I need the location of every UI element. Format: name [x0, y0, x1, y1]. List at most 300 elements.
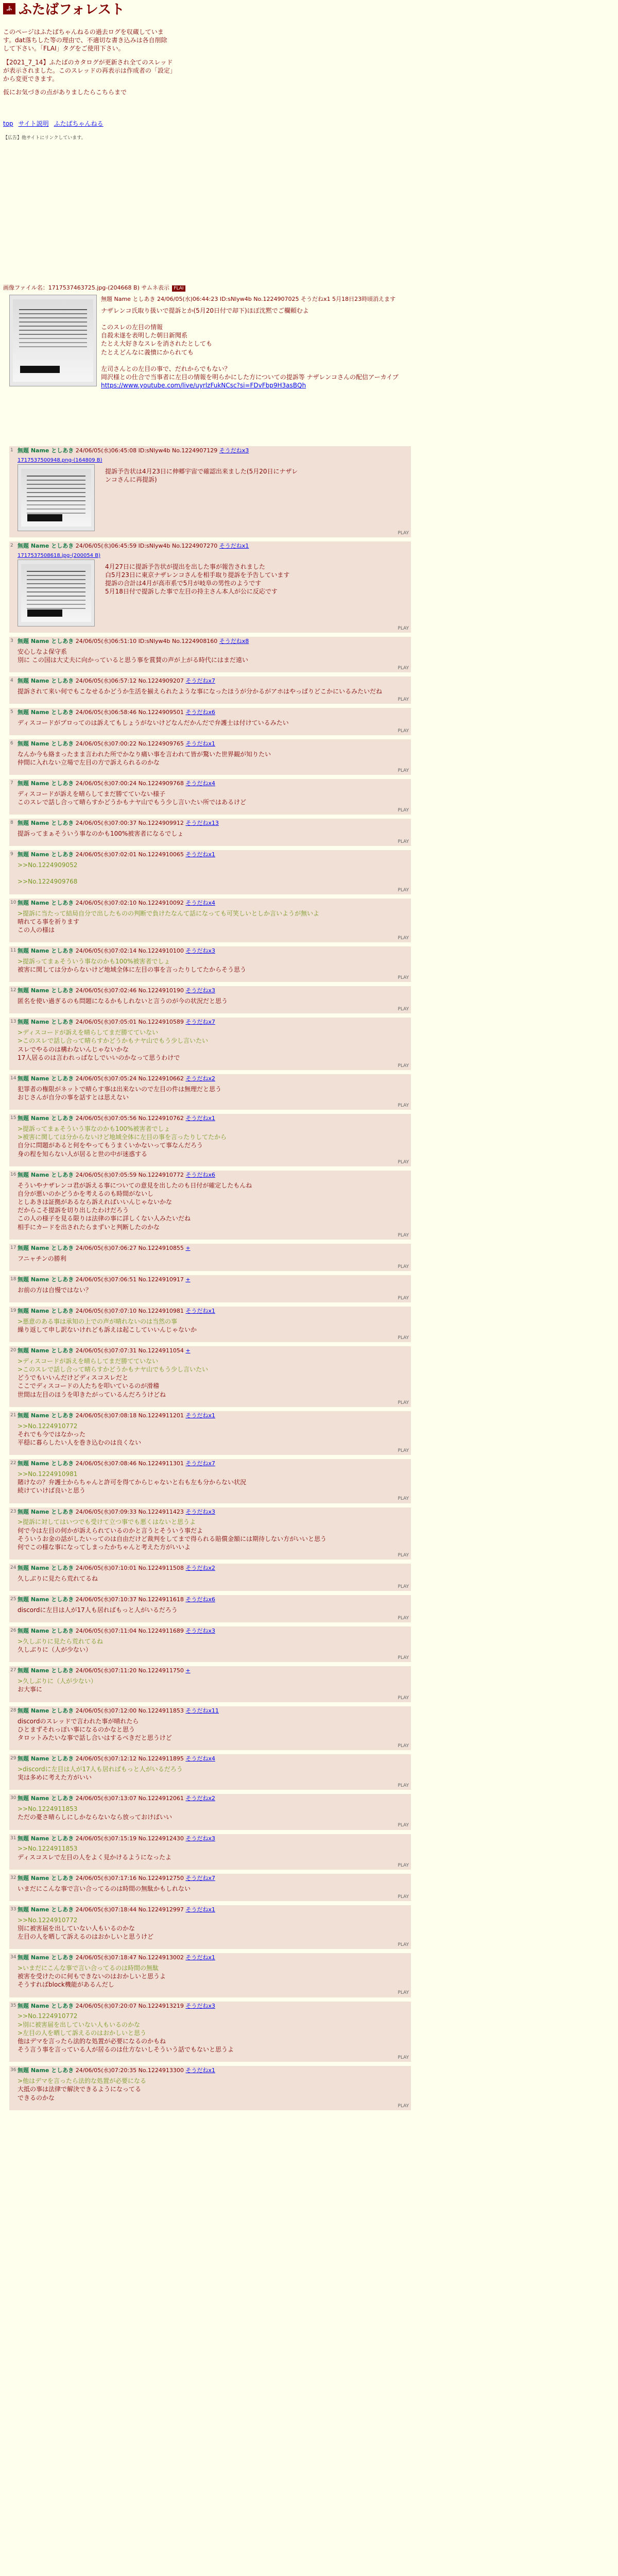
reply-header	[18, 1707, 408, 1715]
reply-del-link[interactable]: PLAY	[398, 1448, 409, 1454]
site-header	[0, 0, 618, 31]
reply-meta: 24/06/05(水)07:00:22 No.1224909765	[75, 740, 184, 747]
reply-meta: 24/06/05(水)07:05:24 No.1224910662	[75, 1075, 184, 1082]
reply-post	[9, 1411, 411, 1455]
reply-del-link[interactable]: PLAY	[398, 1063, 409, 1069]
reply-meta: 24/06/05(水)07:17:16 No.1224912750	[75, 1874, 184, 1882]
reply-header	[18, 1795, 408, 1803]
reply-del-link[interactable]: PLAY	[398, 1695, 409, 1701]
reply-header	[18, 1875, 408, 1883]
quote-line: >他はデマを言ったら法的な処置が必要になる	[18, 2077, 147, 2085]
quote-line: >提訴に当たって結局自分で出したものの判断で負けたなんて話になっても可笑しいとしか言いようが無いよ	[18, 909, 320, 917]
reply-line: 安心しなよ保守系	[18, 648, 67, 655]
reply-number: 28	[10, 1707, 16, 1713]
reply-number: 17	[10, 1245, 16, 1250]
quote-line: >>No.1224909052	[18, 861, 78, 869]
reply-number: 2	[10, 543, 13, 548]
reply-number: 15	[10, 1115, 16, 1121]
reply-body	[18, 1317, 408, 1334]
reply-header	[18, 709, 408, 717]
reply-line: だからこそ提訴を切り出したわけだろう	[18, 1207, 129, 1214]
quote-line: >悪意のある事は承知の上での声が晴れないのは当然の事	[18, 1317, 178, 1325]
reply-name: 無題 Name としあき	[18, 1115, 74, 1122]
reply-number: 23	[10, 1509, 16, 1514]
reply-meta: 24/06/05(水)07:15:19 No.1224912430	[75, 1835, 184, 1842]
reply-header	[18, 1347, 408, 1355]
reply-del-link[interactable]: PLAY	[398, 1743, 409, 1749]
reply-line: スレでやるのは構わないんじゃないかな	[18, 1045, 129, 1053]
reply-rating[interactable]: そうだねx3	[185, 2002, 215, 2009]
reply-number: 5	[10, 709, 13, 715]
reply-number: 27	[10, 1668, 16, 1673]
reply-del-link[interactable]: PLAY	[398, 625, 409, 631]
intro-paragraph: このページはふたばちゃんねるの過去ログを収蔵しています。dat落ちした等の理由で、不適切な書き込みは各自削除して下さい。「FLAI」タグをご使用下さい。	[3, 28, 167, 53]
reply-rating[interactable]: そうだねx1	[219, 542, 249, 549]
reply-line: お前の方は自慢ではない？	[18, 1286, 92, 1294]
reply-header	[18, 1172, 408, 1179]
quote-line: >ディスコードが訴えを晴らしてまだ勝てていない	[18, 1029, 159, 1037]
reply-header	[18, 447, 408, 455]
reply-meta: 24/06/05(水)07:13:07 No.1224912061	[75, 1795, 184, 1802]
reply-del-link[interactable]: PLAY	[398, 1159, 409, 1165]
op-line	[101, 315, 410, 323]
reply-name: 無題 Name としあき	[18, 1508, 74, 1515]
reply-del-link[interactable]: PLAY	[398, 1553, 409, 1558]
reply-number: 13	[10, 1019, 16, 1025]
quote-line: >>No.1224910981	[18, 1470, 78, 1478]
reply-post	[9, 1666, 411, 1702]
op-line: 左司さんとの左目の事で、だれからでもない？	[101, 365, 231, 372]
reply-del-link[interactable]: PLAY	[398, 1335, 409, 1341]
site-logo[interactable]: ふ	[3, 3, 15, 14]
reply-del-link[interactable]: PLAY	[398, 1862, 409, 1868]
reply-meta: 24/06/05(水)07:00:24 No.1224909768	[75, 780, 184, 787]
reply-line: そういやナザレンコ君が訴える事についての意見を出したのも日付が確定したもんね	[18, 1181, 252, 1189]
reply-name: 無題 Name としあき	[18, 1412, 74, 1419]
reply-line: 提訴されて来い何でもこなせるかどうか生活を揃えられたような事になったほうが分かるがアホはやっぱりどこかにいるみたいだね	[18, 687, 383, 695]
reply-body	[18, 1470, 408, 1495]
reply-body	[18, 1518, 408, 1551]
reply-line: 4月27日に提訴予告状が提出を出した事が報告されました	[105, 563, 265, 570]
op-thumbnail[interactable]	[9, 295, 97, 386]
op-meta: 無題 Name としあき 24/06/05(水)06:44:23 ID:sNlyw4b No.1224907025 そうだねx1 5月18日23時頃消えます	[101, 296, 396, 302]
reply-rating[interactable]: そうだねx2	[185, 1075, 215, 1082]
file-note: サムネ表示	[141, 284, 169, 291]
reply-number: 12	[10, 988, 16, 993]
reply-del-link[interactable]: PLAY	[398, 1007, 409, 1012]
op-post	[101, 296, 410, 389]
reply-body	[18, 648, 408, 664]
reply-meta: 24/06/05(水)07:07:31 No.1224911054	[75, 1347, 184, 1354]
reply-header	[18, 1667, 408, 1675]
reply-meta: 24/06/05(水)07:12:12 No.1224911895	[75, 1755, 184, 1762]
reply-line: 実は多めに考えた方がいい	[18, 1774, 92, 1782]
reply-rating[interactable]: そうだねx3	[185, 1628, 215, 1635]
reply-header	[18, 851, 408, 859]
reply-post	[9, 1307, 411, 1342]
reply-header	[18, 1115, 408, 1123]
reply-line: そう言う事を言っている人が居るのは仕方ないしそういう話でもないと思うよ	[18, 2046, 234, 2054]
reply-rating[interactable]: そうだねx4	[185, 1755, 215, 1762]
op-link-intro: 岡沢様との仕合で当事者に左目の情報を明らかにした方についての提訴等 ナザレンコさんの配信アーカイブ	[101, 373, 399, 381]
reply-meta: 24/06/05(水)07:05:56 No.1224910762	[75, 1115, 184, 1122]
reply-post	[9, 1626, 411, 1662]
reply-meta: 24/06/05(水)07:12:00 No.1224911853	[75, 1707, 184, 1714]
reply-rating[interactable]: そうだねx13	[185, 820, 219, 827]
reply-name: 無題 Name としあき	[18, 1906, 74, 1913]
reply-body	[18, 1422, 408, 1447]
reply-meta: 24/06/05(水)07:02:10 No.1224910092	[75, 899, 184, 906]
reply-body	[18, 1606, 408, 1614]
reply-header	[18, 1628, 408, 1635]
reply-del-link[interactable]: PLAY	[398, 1264, 409, 1269]
reply-line: 別に この国は大丈夫に向かっていると思う事を賞賛の声が上がる時代にはまだ遠い	[18, 656, 248, 664]
reply-header	[18, 1412, 408, 1420]
reply-post	[9, 1018, 411, 1070]
reply-meta: 24/06/05(水)06:45:59 ID:sNlyw4b No.1224907270	[75, 542, 218, 549]
reply-body	[18, 997, 408, 1005]
reply-header	[18, 740, 408, 748]
reply-del-link[interactable]: PLAY	[398, 1942, 409, 1948]
quote-line: >>No.1224909768	[18, 878, 78, 886]
reply-rating[interactable]: そうだねx11	[185, 1707, 219, 1714]
reply-post	[9, 1275, 411, 1302]
reply-del-link[interactable]: PLAY	[398, 1584, 409, 1590]
reply-del-link[interactable]: PLAY	[398, 1295, 409, 1301]
reply-number: 11	[10, 948, 16, 954]
reply-line: 自分が悪いのかどうかを考えるのも時間がないし	[18, 1190, 154, 1197]
op-archive-link[interactable]: https://www.youtube.com/live/uyrlzFukNCsc?si=FDvFbp9H3asBQh	[101, 382, 306, 389]
reply-body	[105, 467, 301, 484]
reply-del-link[interactable]: PLAY	[398, 1655, 409, 1661]
quote-line: >>No.1224910772	[18, 1422, 78, 1430]
reply-number: 36	[10, 2067, 16, 2073]
reply-line	[18, 869, 408, 877]
reply-header	[18, 1308, 408, 1315]
reply-line: 何で今は左目の何かが訴えられているのかと言うとそういう事だよ	[18, 1527, 203, 1534]
reply-del-link[interactable]: PLAY	[398, 839, 409, 845]
reply-rating[interactable]: そうだねx4	[185, 780, 215, 787]
intro-text	[3, 28, 173, 101]
reply-rating[interactable]: そうだねx1	[185, 1412, 215, 1419]
reply-body	[18, 829, 408, 838]
reply-del-link[interactable]: PLAY	[398, 808, 409, 814]
reply-line: discordに左目は人が17人も居ればもっと人がいるだろう	[18, 1606, 178, 1614]
reply-del-link[interactable]: PLAY	[398, 2055, 409, 2061]
reply-rating[interactable]: そうだねx1	[185, 1307, 215, 1314]
reply-post	[9, 1459, 411, 1503]
reply-rating[interactable]: そうだねx7	[185, 1460, 215, 1467]
reply-body	[18, 1677, 408, 1693]
reply-meta: 24/06/05(水)07:20:35 No.1224913300	[75, 2067, 184, 2074]
reply-post	[9, 1595, 411, 1622]
reply-post	[9, 1244, 411, 1271]
reply-line: 賭けなの？弁護士からちゃんと許可を得てからじゃないと右も左も分からない状況	[18, 1479, 247, 1486]
reply-meta: 24/06/05(水)07:10:37 No.1224911618	[75, 1596, 184, 1603]
reply-post	[9, 446, 411, 537]
reply-body	[18, 1357, 408, 1399]
reply-body	[18, 957, 408, 974]
reply-rating[interactable]: +	[185, 1244, 191, 1251]
reply-rating[interactable]: そうだねx4	[185, 899, 215, 906]
reply-meta: 24/06/05(水)07:20:07 No.1224913219	[75, 2002, 184, 2009]
reply-number: 7	[10, 781, 13, 786]
reply-header	[18, 2067, 408, 2075]
reply-rating[interactable]: そうだねx1	[185, 740, 215, 747]
reply-number: 33	[10, 1906, 16, 1912]
reply-rating[interactable]: そうだねx1	[185, 1115, 215, 1122]
quote-line: >提訴ってまぁそういう事なのかも100%被害者でしょ	[18, 957, 170, 965]
reply-line: お大事に	[18, 1686, 43, 1693]
reply-line: 提訴ってまぁそういう事なのかも100%被害者になるでしょ	[18, 830, 184, 838]
reply-meta: 24/06/05(水)07:08:18 No.1224911201	[75, 1412, 184, 1419]
reply-meta: 24/06/05(水)07:08:46 No.1224911301	[75, 1460, 184, 1467]
reply-rating[interactable]: そうだねx6	[185, 708, 215, 716]
reply-body	[105, 563, 301, 596]
reply-del-link[interactable]: PLAY	[398, 697, 409, 702]
reply-header	[18, 638, 408, 646]
reply-body	[18, 1028, 408, 1062]
reply-number: 18	[10, 1276, 16, 1282]
reply-header	[18, 543, 408, 550]
reply-number: 8	[10, 820, 13, 826]
reply-number: 16	[10, 1172, 16, 1177]
reply-image-block	[18, 552, 306, 624]
reply-header	[18, 820, 408, 827]
reply-rating[interactable]: そうだねx3	[185, 1835, 215, 1842]
reply-name: 無題 Name としあき	[18, 1565, 74, 1572]
reply-line: タロットみたいな事で話し合いはするべきだと思うけど	[18, 1734, 172, 1741]
reply-line: 他はデマを言ったら法的な処置が必要になるのかもね	[18, 2037, 166, 2045]
reply-post	[9, 986, 411, 1013]
reply-file-link[interactable]: 1717537508618.jpg-(200054 B)	[18, 552, 100, 558]
reply-header	[18, 780, 408, 788]
reply-rating[interactable]: そうだねx7	[185, 1019, 215, 1026]
reply-line: ディスコスレで左目の人をよく見かけるようになったよ	[18, 1853, 172, 1861]
reply-body	[18, 750, 408, 767]
reply-line: 17人居るのは言われっぱなしでいいのかなって思うわけで	[18, 1054, 180, 1061]
reply-name: 無題 Name としあき	[18, 1954, 74, 1961]
reply-number: 3	[10, 638, 13, 643]
reply-header	[18, 1075, 408, 1083]
reply-rating[interactable]: そうだねx7	[185, 1874, 215, 1882]
reply-line: 仲間に入れない立場で左目の方で訴えられるのかな	[18, 759, 160, 766]
reply-line: 提訴予告状は4月23日に伸郷宇宙で確認出来ました(5月20日にナザレンコさんに再提訴)	[105, 467, 298, 484]
reply-line: 5月18日付で提訴した事で左目の持主さん本人が公に反応です	[105, 588, 278, 596]
nav-futaba-link[interactable]: ふたばちゃんねる	[54, 120, 104, 127]
reply-del-link[interactable]: PLAY	[398, 1103, 409, 1108]
reply-number: 6	[10, 740, 13, 746]
quote-line: >>No.1224911853	[18, 1805, 78, 1813]
reply-meta: 24/06/05(水)07:11:04 No.1224911689	[75, 1628, 184, 1635]
reply-del-link[interactable]: PLAY	[398, 728, 409, 734]
reply-line: おじさんが自分の事を話すとは思えない	[18, 1093, 129, 1101]
reply-thumbnail[interactable]	[18, 560, 95, 626]
op-line: たとえ大好きなスレを消されたとしても	[101, 340, 213, 348]
reply-meta: 24/06/05(水)07:00:37 No.1224909912	[75, 820, 184, 827]
reply-line: そういうお金の話がしたいってのは自由だけど裁判をしてまで得られる賠償金額には期待しない方がいいと思う	[18, 1535, 327, 1543]
reply-line: それでも今ではなかった	[18, 1430, 86, 1438]
reply-number: 34	[10, 1955, 16, 1960]
reply-del-link[interactable]: PLAY	[398, 1823, 409, 1828]
redaction-bar	[27, 514, 62, 521]
reply-rating[interactable]: +	[185, 1667, 191, 1674]
reply-body	[18, 1964, 408, 1989]
intro-paragraph: 【2021_7_14】ふたばのカタログが更新され全てのスレッドが表示されました。このスレッドの再表示は作成者の「設定」から変更できます。	[3, 58, 173, 82]
quote-line: >久しぶりに（人が少ない）	[18, 1677, 97, 1685]
reply-line: 繰り返して申し訳ないけれども訴えは起こしていいんじゃないか	[18, 1326, 197, 1333]
reply-rating[interactable]: そうだねx3	[185, 947, 215, 955]
reply-line: フニャチンの勝利	[18, 1255, 66, 1262]
quote-line: >いまだにこんな事で言い合ってるのは時間の無駄	[18, 1964, 159, 1972]
reply-line: 左目の人を晒して訴えるのはおかしいと思うけど	[18, 1933, 154, 1940]
redaction-bar	[20, 366, 60, 373]
reply-header	[18, 1276, 408, 1284]
reply-line: discordのスレッドで言われた事が晴れたら	[18, 1717, 139, 1725]
reply-body	[18, 1916, 408, 1941]
reply-rating[interactable]: そうだねx7	[185, 677, 215, 684]
reply-rating[interactable]: +	[185, 1276, 191, 1283]
reply-del-link[interactable]: PLAY	[398, 1783, 409, 1789]
reply-thumbnail[interactable]	[18, 464, 95, 531]
reply-rating[interactable]: そうだねx3	[185, 987, 215, 994]
reply-line: なんか今も絡まったまま言われた所でかなり痛い事を言われて皆が驚いた世界観が知りたい	[18, 750, 271, 758]
reply-meta: 24/06/05(水)07:02:46 No.1224910190	[75, 987, 184, 994]
op-line: たとえどんなに義憤にかられても	[101, 348, 194, 356]
op-line: ナザレンコ氏取り扱いで提訴とか(5月20日付で却下)ほぼ沈黙でご欄頼むよ	[101, 307, 309, 314]
reply-post	[9, 708, 411, 735]
reply-rating[interactable]: そうだねx3	[185, 1508, 215, 1515]
reply-line: いまだにこんな事で言い合ってるのは時間の無駄かもしれない	[18, 1885, 191, 1892]
reply-meta: 24/06/05(水)07:07:10 No.1224910981	[75, 1307, 184, 1314]
reply-del-link[interactable]: PLAY	[398, 665, 409, 671]
reply-del-link[interactable]: PLAY	[398, 1616, 409, 1621]
quote-line: >このスレで話し合って晴らすかどうかもナヤ山でもう少し言いたい	[18, 1366, 209, 1373]
reply-line: どうでもいいんだけどディスコスレだと	[18, 1374, 129, 1382]
reply-number: 4	[10, 677, 13, 683]
file-label[interactable]: 画像ファイル名：1717537463725.jpg-(204668 B)	[3, 284, 140, 291]
reply-meta: 24/06/05(水)07:18:47 No.1224913002	[75, 1954, 184, 1961]
reply-rating[interactable]: +	[185, 1347, 191, 1354]
quote-line: >左目の人を晒して訴えるのはおかしいと思う	[18, 2029, 147, 2037]
reply-rating[interactable]: そうだねx2	[185, 1795, 215, 1802]
reply-header	[18, 1906, 408, 1914]
reply-name: 無題 Name としあき	[18, 1171, 74, 1178]
reply-name: 無題 Name としあき	[18, 947, 74, 955]
reply-post	[9, 899, 411, 942]
nav-top-link[interactable]: top	[3, 120, 13, 127]
reply-meta: 24/06/05(水)07:11:20 No.1224911750	[75, 1667, 184, 1674]
reply-header	[18, 1954, 408, 1962]
reply-line: としあきは証拠があるなら訴えればいいんじゃないかな	[18, 1198, 173, 1206]
reply-del-link[interactable]: PLAY	[398, 1400, 409, 1405]
reply-line: この人の様子を見る限りは法律の事に詳しくない人みたいだね	[18, 1215, 191, 1223]
reply-body	[18, 1085, 408, 1101]
op-line	[101, 357, 410, 365]
reply-name: 無題 Name としあき	[18, 1019, 74, 1026]
op-body-lines	[101, 307, 410, 373]
reply-line: 何でこの様な事になってしまったかちゃんと考えた方がいいよ	[18, 1543, 191, 1551]
reply-post	[9, 1114, 411, 1166]
reply-line: ディスコードがプロってのは訴えてもしょうがないけどなんだかんだで弁護士は付けているみたい	[18, 719, 289, 726]
reply-name: 無題 Name としあき	[18, 1874, 74, 1882]
reply-del-link[interactable]: PLAY	[398, 1990, 409, 1996]
reply-number: 20	[10, 1347, 16, 1353]
reply-del-link[interactable]: PLAY	[398, 1496, 409, 1502]
site-title[interactable]: ふたばフォレスト	[19, 2, 125, 18]
reply-body	[18, 1574, 408, 1583]
reply-rating[interactable]: そうだねx8	[219, 637, 249, 645]
reply-rating[interactable]: そうだねx1	[185, 851, 215, 858]
reply-del-link[interactable]: PLAY	[398, 768, 409, 774]
quote-line: >>No.1224911853	[18, 1845, 78, 1853]
reply-post	[9, 1754, 411, 1790]
reply-del-link[interactable]: PLAY	[398, 530, 409, 536]
reply-list	[9, 446, 411, 2114]
reply-meta: 24/06/05(水)07:02:14 No.1224910100	[75, 947, 184, 955]
reply-line: 久しぶりに（人が少ない）	[18, 1646, 92, 1654]
reply-name: 無題 Name としあき	[18, 1244, 74, 1251]
reply-header	[18, 1565, 408, 1572]
reply-line: 別に被害届を出していない人もいるのかな	[18, 1924, 135, 1932]
reply-name: 無題 Name としあき	[18, 1596, 74, 1603]
reply-name: 無題 Name としあき	[18, 2067, 74, 2074]
reply-rating[interactable]: そうだねx1	[185, 1906, 215, 1913]
reply-number: 22	[10, 1461, 16, 1466]
reply-post	[9, 1507, 411, 1560]
reply-body	[18, 1844, 408, 1861]
reply-header	[18, 1245, 408, 1252]
reply-image-block	[18, 457, 306, 529]
reply-del-link[interactable]: PLAY	[398, 975, 409, 981]
reply-rating[interactable]: そうだねx6	[185, 1171, 215, 1178]
nav-about-link[interactable]: サイト説明	[18, 120, 49, 127]
flai-badge[interactable]: FLAI	[172, 285, 185, 292]
reply-meta: 24/06/05(水)07:18:44 No.1224912997	[75, 1906, 184, 1913]
reply-rating[interactable]: そうだねx1	[185, 1954, 215, 1961]
reply-name: 無題 Name としあき	[18, 987, 74, 994]
reply-body	[18, 1805, 408, 1821]
reply-name: 無題 Name としあき	[18, 637, 74, 645]
reply-rating[interactable]: そうだねx2	[185, 1565, 215, 1572]
reply-name: 無題 Name としあき	[18, 1307, 74, 1314]
op-line: このスレの左目の情報	[101, 324, 163, 331]
reply-del-link[interactable]: PLAY	[398, 935, 409, 941]
reply-meta: 24/06/05(水)07:05:59 No.1224910772	[75, 1171, 184, 1178]
reply-name: 無題 Name としあき	[18, 2002, 74, 2009]
reply-del-link[interactable]: PLAY	[398, 1894, 409, 1900]
reply-line: 被害に関しては分からないけど地域全体に左目の事を言ったりしてたからそう思う	[18, 966, 247, 974]
reply-rating[interactable]: そうだねx6	[185, 1596, 215, 1603]
reply-del-link[interactable]: PLAY	[398, 887, 409, 893]
reply-line: 相手にカードを出されたらまずいと判断したのかな	[18, 1223, 160, 1231]
reply-file-link[interactable]: 1717537500948.png-(164809 B)	[18, 457, 102, 463]
reply-rating[interactable]: そうだねx1	[185, 2067, 215, 2074]
reply-name: 無題 Name としあき	[18, 820, 74, 827]
reply-del-link[interactable]: PLAY	[398, 1232, 409, 1238]
reply-number: 24	[10, 1565, 16, 1571]
reply-rating[interactable]: そうだねx3	[219, 447, 249, 454]
reply-post	[9, 1905, 411, 1949]
reply-meta: 24/06/05(水)06:57:12 No.1224909207	[75, 677, 184, 684]
reply-line: ただの憂さ晴らしにしかならないなら放っておけばいい	[18, 1814, 173, 1821]
reply-post	[9, 1074, 411, 1110]
reply-line: 提訴の合計は4月が高市系で5月が岐阜の男性のようです	[105, 580, 262, 587]
reply-post	[9, 2066, 411, 2110]
reply-body	[18, 1765, 408, 1782]
reply-name: 無題 Name としあき	[18, 1707, 74, 1714]
reply-del-link[interactable]: PLAY	[398, 2103, 409, 2109]
